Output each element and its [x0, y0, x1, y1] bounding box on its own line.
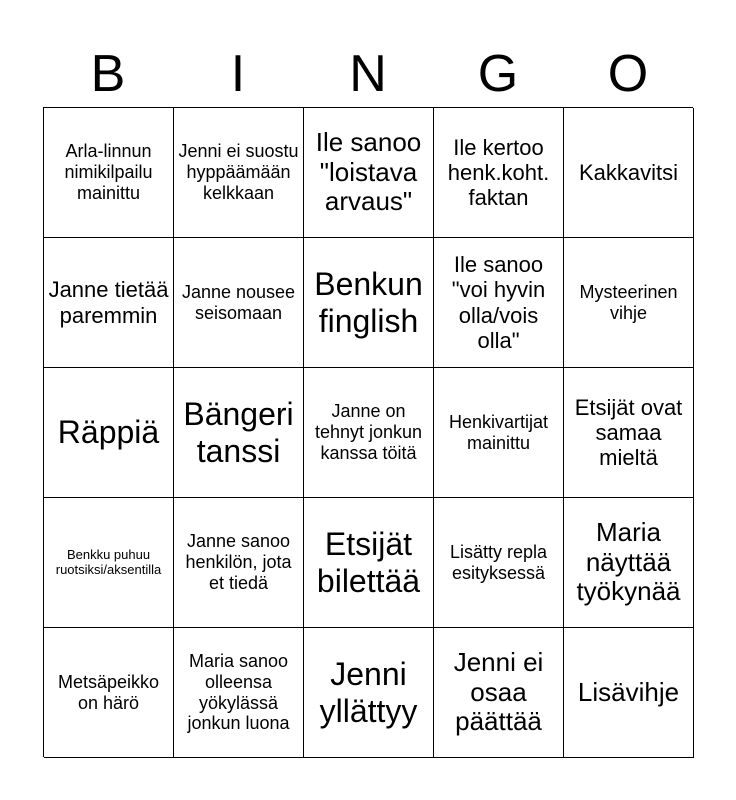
bingo-cell[interactable]: Henkivartijat mainittu	[434, 368, 564, 498]
bingo-cell[interactable]: Maria sanoo olleensa yökylässä jonkun luona	[174, 628, 304, 758]
bingo-cell[interactable]: Benkun finglish	[304, 238, 434, 368]
bingo-cell[interactable]: Janne tietää paremmin	[44, 238, 174, 368]
bingo-cell[interactable]: Räppiä	[44, 368, 174, 498]
bingo-cell[interactable]: Maria näyttää työkynää	[564, 498, 694, 628]
bingo-cell[interactable]: Ile kertoo henk.koht. faktan	[434, 108, 564, 238]
bingo-cell[interactable]: Ile sanoo "loistava arvaus"	[304, 108, 434, 238]
header-letter-g: G	[477, 45, 519, 103]
bingo-cell[interactable]: Lisävihje	[564, 628, 694, 758]
bingo-cell[interactable]: Kakkavitsi	[564, 108, 694, 238]
header-letter-o: O	[607, 45, 649, 103]
header-letter-i: I	[230, 45, 246, 103]
bingo-cell[interactable]: Janne nousee seisomaan	[174, 238, 304, 368]
bingo-header	[43, 40, 693, 108]
bingo-cell[interactable]: Metsäpeikko on härö	[44, 628, 174, 758]
bingo-cell[interactable]: Ile sanoo "voi hyvin olla/vois olla"	[434, 238, 564, 368]
bingo-cell[interactable]: Benkku puhuu ruotsiksi/aksentilla	[44, 498, 174, 628]
bingo-cell[interactable]: Janne sanoo henkilön, jota et tiedä	[174, 498, 304, 628]
bingo-cell[interactable]: Jenni ei suostu hyppäämään kelkkaan	[174, 108, 304, 238]
bingo-cell[interactable]: Arla-linnun nimikilpailu mainittu	[44, 108, 174, 238]
bingo-cell[interactable]: Jenni yllättyy	[304, 628, 434, 758]
bingo-cell[interactable]: Bängeri tanssi	[174, 368, 304, 498]
bingo-grid	[43, 107, 693, 757]
bingo-cell[interactable]: Mysteerinen vihje	[564, 238, 694, 368]
bingo-cell[interactable]: Janne on tehnyt jonkun kanssa töitä	[304, 368, 434, 498]
header-letter-n: N	[349, 45, 387, 103]
bingo-cell[interactable]: Etsijät bilettää	[304, 498, 434, 628]
bingo-cell[interactable]: Jenni ei osaa päättää	[434, 628, 564, 758]
bingo-cell[interactable]: Lisätty repla esityksessä	[434, 498, 564, 628]
header-letter-b: B	[90, 45, 126, 103]
bingo-cell[interactable]: Etsijät ovat samaa mieltä	[564, 368, 694, 498]
